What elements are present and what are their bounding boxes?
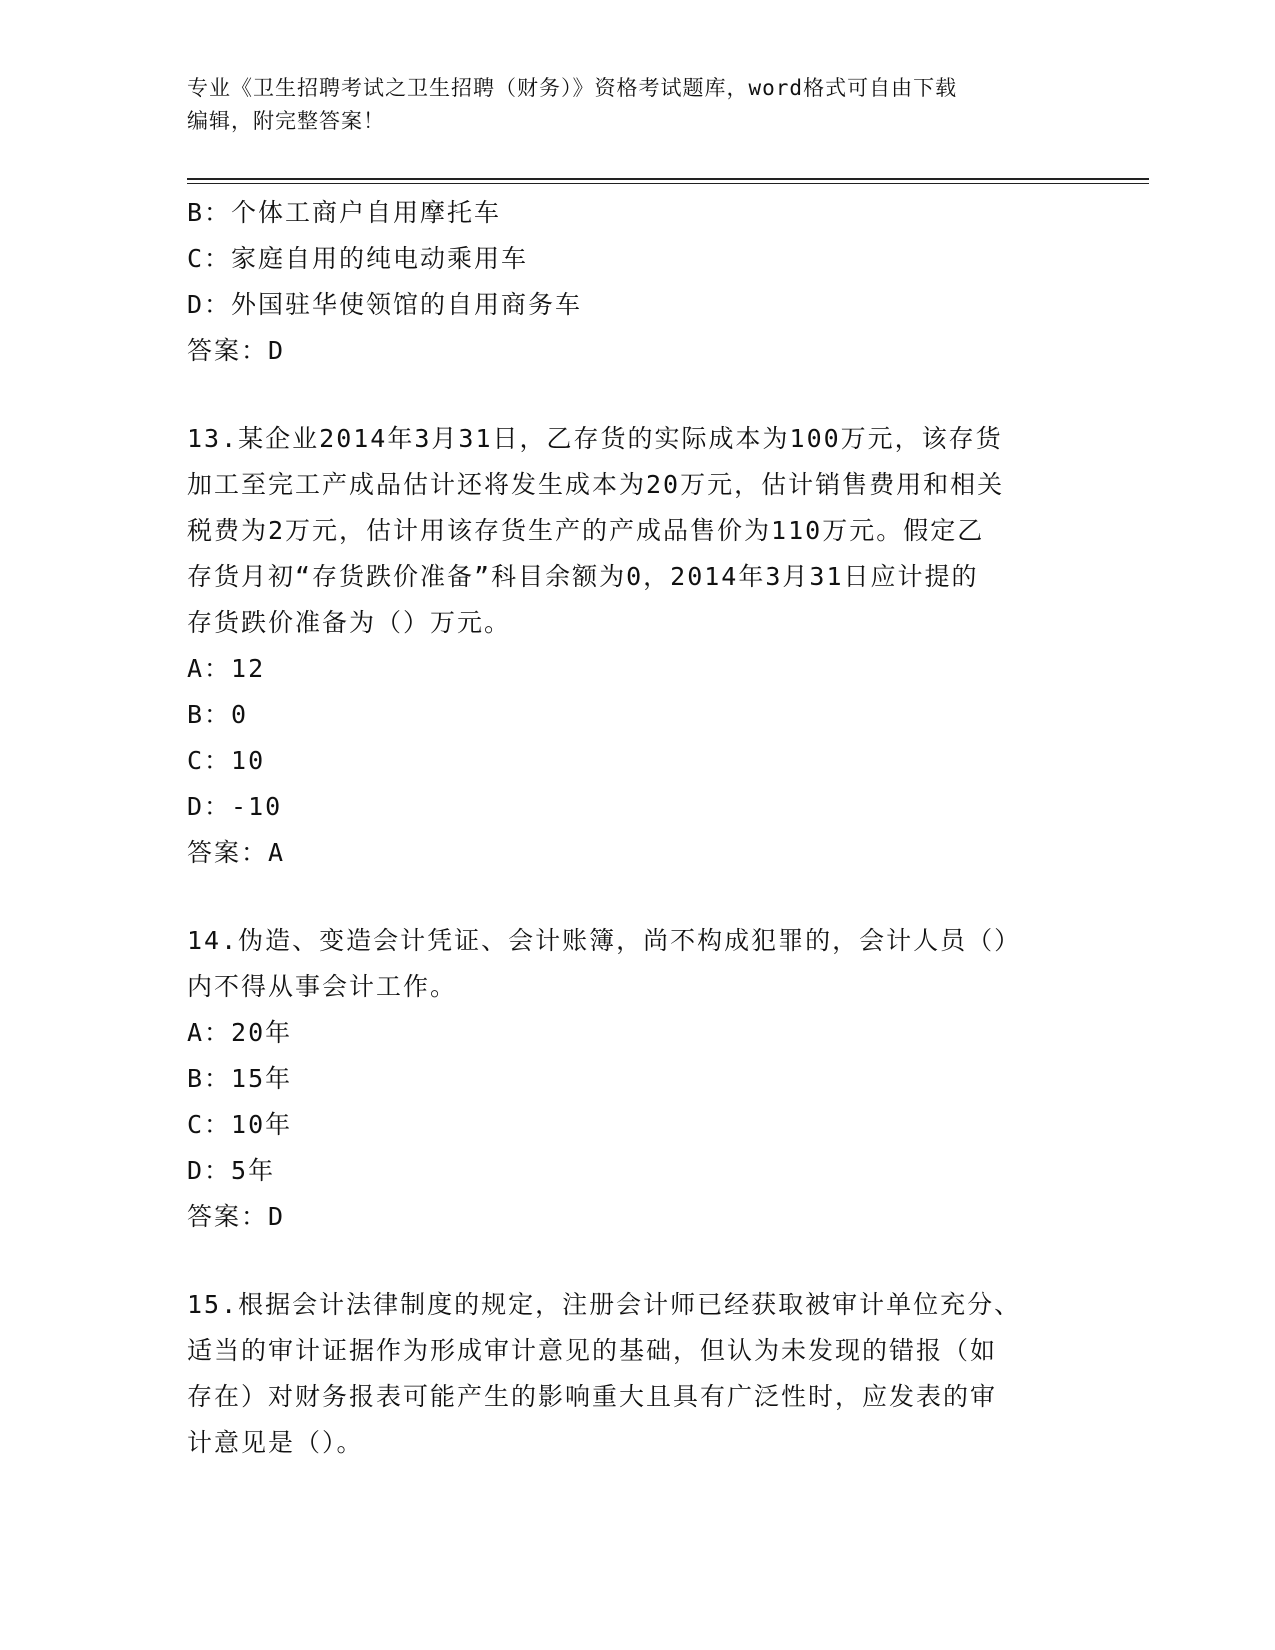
header-rule-thick <box>187 178 1149 180</box>
question-stem-line: 适当的审计证据作为形成审计意见的基础，但认为未发现的错报（如 <box>187 1336 998 1365</box>
answer: 答案：D <box>187 1202 286 1231</box>
question-stem-line: 13.某企业2014年3月31日，乙存货的实际成本为100万元，该存货 <box>187 424 1003 453</box>
question-stem-line: 内不得从事会计工作。 <box>187 972 458 1001</box>
question-14 <box>187 918 1087 1240</box>
question-stem-line: 税费为2万元，估计用该存货生产的产成品售价为110万元。假定乙 <box>187 516 985 545</box>
question-stem-line: 存货月初“存货跌价准备”科目余额为0，2014年3月31日应计提的 <box>187 562 979 591</box>
question-stem-line: 存在）对财务报表可能产生的影响重大且具有广泛性时，应发表的审 <box>187 1382 998 1411</box>
spacer <box>187 374 1087 416</box>
option-a: A：20年 <box>187 1018 293 1047</box>
question-stem-line: 计意见是（）。 <box>187 1428 364 1457</box>
option-b: B：个体工商户自用摩托车 <box>187 198 502 227</box>
spacer <box>187 1240 1087 1282</box>
question-12-tail <box>187 190 1087 374</box>
question-13 <box>187 416 1087 876</box>
option-c: C：家庭自用的纯电动乘用车 <box>187 244 529 273</box>
document-header <box>187 72 1087 138</box>
header-line-1: 专业《卫生招聘考试之卫生招聘（财务）》资格考试题库，word格式可自由下载 <box>187 76 958 100</box>
question-15 <box>187 1282 1087 1466</box>
question-content <box>187 190 1087 1466</box>
option-b: B：0 <box>187 700 249 729</box>
answer: 答案：D <box>187 336 286 365</box>
option-b: B：15年 <box>187 1064 293 1093</box>
question-stem-line: 14.伪造、变造会计凭证、会计账簿，尚不构成犯罪的，会计人员（） <box>187 926 1022 955</box>
header-line-2: 编辑，附完整答案！ <box>187 109 385 133</box>
option-c: C：10 <box>187 746 266 775</box>
spacer <box>187 876 1087 918</box>
option-c: C：10年 <box>187 1110 293 1139</box>
option-a: A：12 <box>187 654 266 683</box>
option-d: D：-10 <box>187 792 283 821</box>
option-d: D：5年 <box>187 1156 276 1185</box>
question-stem-line: 存货跌价准备为（）万元。 <box>187 608 512 637</box>
option-d: D：外国驻华使领馆的自用商务车 <box>187 290 583 319</box>
question-stem-line: 15.根据会计法律制度的规定，注册会计师已经获取被审计单位充分、 <box>187 1290 1022 1319</box>
question-stem-line: 加工至完工产成品估计还将发生成本为20万元，估计销售费用和相关 <box>187 470 1005 499</box>
answer: 答案：A <box>187 838 286 867</box>
header-rule-thin <box>187 183 1149 184</box>
